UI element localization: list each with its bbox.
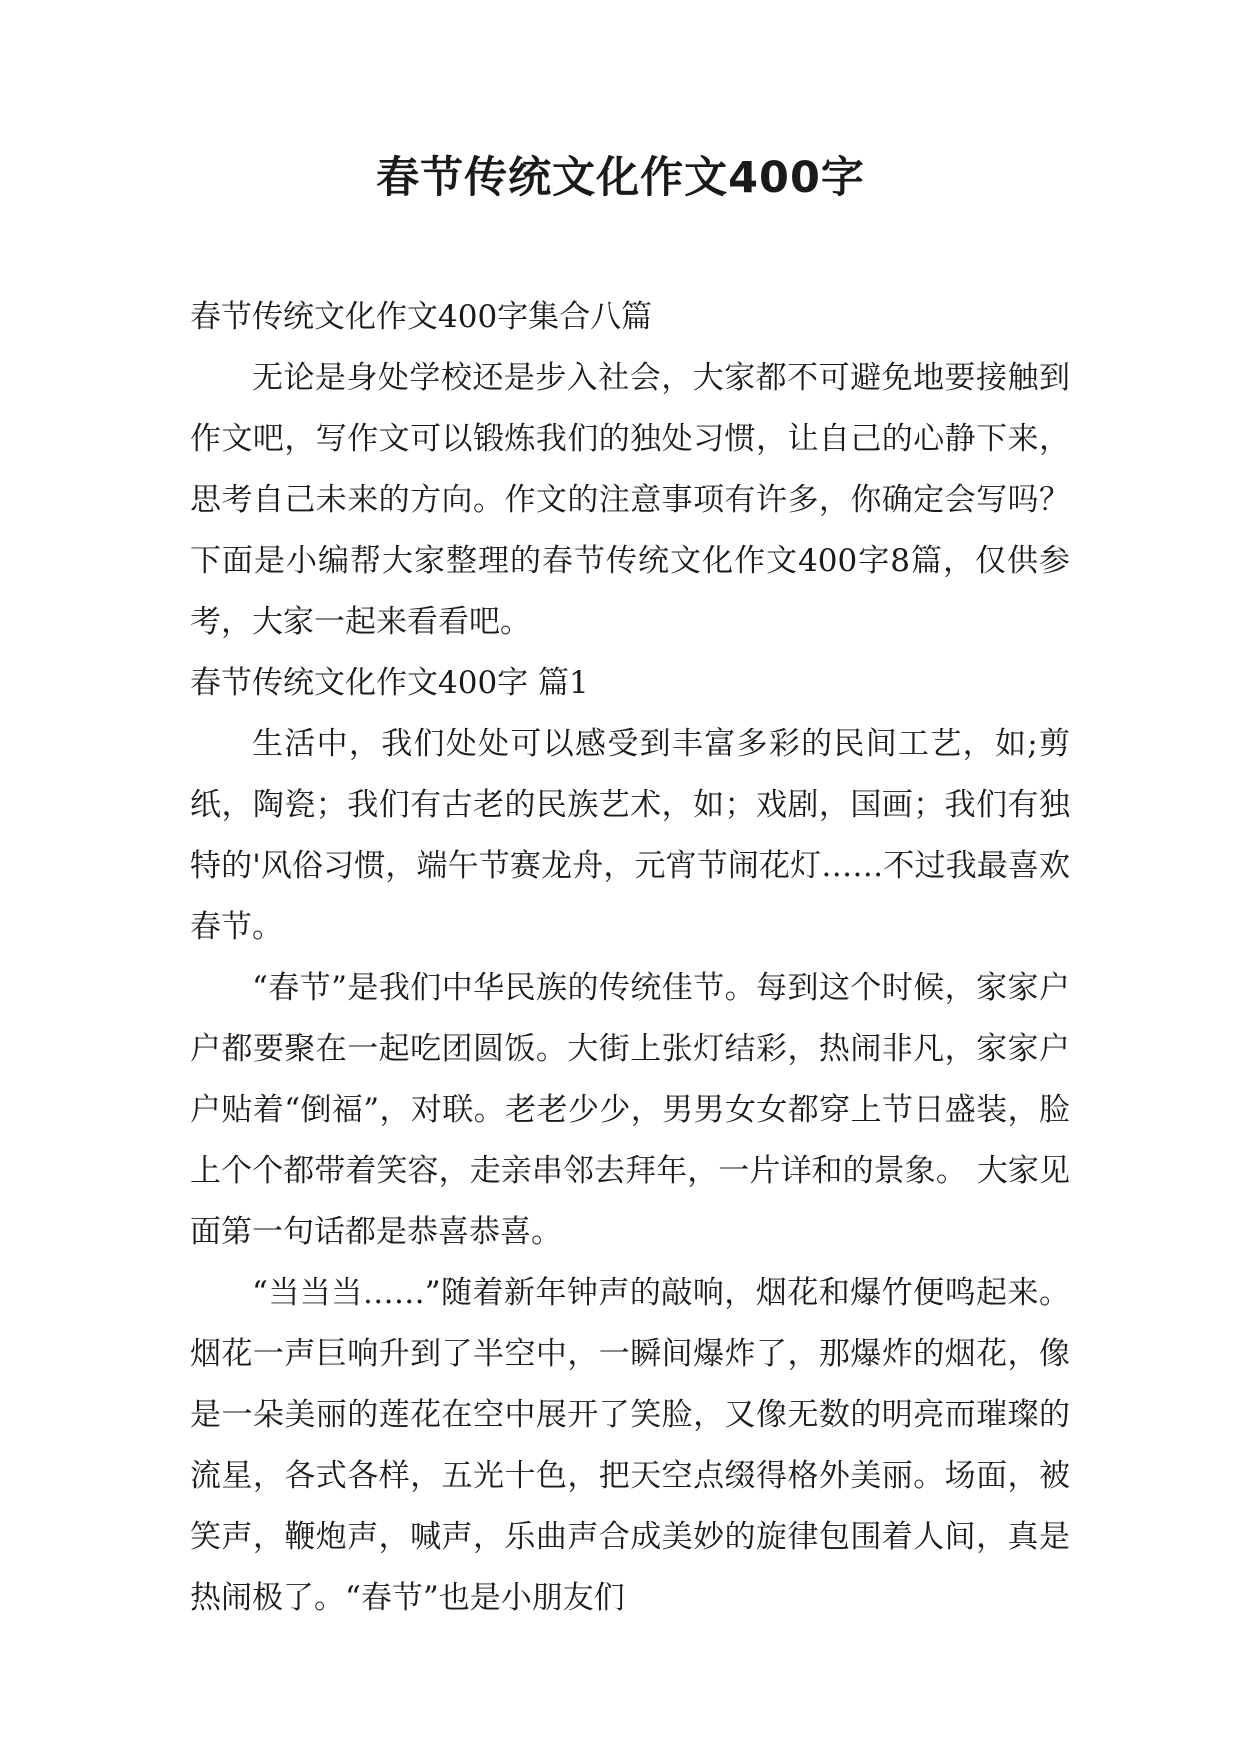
subtitle-paragraph: 春节传统文化作文400字集合八篇 xyxy=(190,299,653,335)
body-paragraph: “春节”是我们中华民族的传统佳节。每到这个时候，家家户户都要聚在一起吃团圆饭。大街上张灯结彩，热闹非凡，家家户户贴着“倒福”，对联。老老少少，男男女女都穿上节日盛装，脸上个个都带着笑容，走亲串邻去拜年，一片详和的景象。 大家见面第一句话都是恭喜恭喜。 xyxy=(190,970,1070,1250)
document-title: 春节传统文化作文400字 xyxy=(376,153,865,203)
intro-paragraph: 无论是身处学校还是步入社会，大家都不可避免地要接触到作文吧，写作文可以锻炼我们的独处习惯，让自己的心静下来，思考自己未来的方向。作文的注意事项有许多，你确定会写吗？下面是小编帮大家整理的春节传统文化作文400字8篇，仅供参考，大家一起来看看吧。 xyxy=(190,360,1070,640)
body-paragraph: “当当当……”随着新年钟声的敲响，烟花和爆竹便鸣起来。烟花一声巨响升到了半空中，一瞬间爆炸了，那爆炸的烟花，像是一朵美丽的莲花在空中展开了笑脸，又像无数的明亮而璀璨的流星，各式各样，五光十色，把天空点缀得格外美丽。场面，被笑声，鞭炮声，喊声，乐曲声合成美妙的旋律包围着人间，真是热闹极了。“春节”也是小朋友们 xyxy=(190,1275,1070,1616)
body-paragraph: 生活中，我们处处可以感受到丰富多彩的民间工艺，如;剪纸，陶瓷；我们有古老的民族艺术，如；戏剧，国画；我们有独特的'风俗习惯，端午节赛龙舟，元宵节闹花灯……不过我最喜欢春节。 xyxy=(190,726,1070,945)
section-heading: 春节传统文化作文400字 篇1 xyxy=(190,665,589,701)
document-body xyxy=(190,287,1070,1629)
